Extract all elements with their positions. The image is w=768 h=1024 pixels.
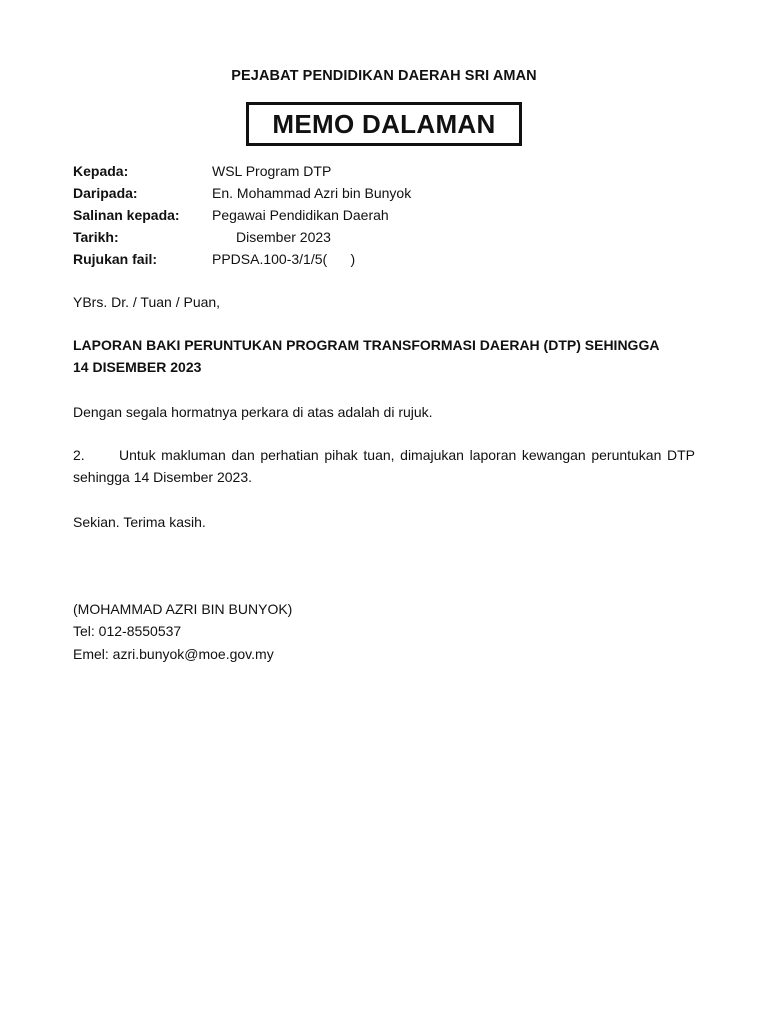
field-value-kepada: WSL Program DTP [212,163,332,179]
paragraph-2 [73,444,695,488]
paragraph-2-text: Untuk makluman dan perhatian pihak tuan, dimajukan laporan kewangan peruntukan DTP sehingga 14 Disember 2023. [73,447,695,485]
office-title: PEJABAT PENDIDIKAN DAERAH SRI AMAN [231,68,537,84]
memo-title-box [246,102,522,146]
field-value-salinan: Pegawai Pendidikan Daerah [212,207,389,223]
signature-name: (MOHAMMAD AZRI BIN BUNYOK) [73,601,293,617]
subject-heading [73,334,703,378]
field-label-kepada: Kepada: [73,163,129,179]
field-label-tarikh: Tarikh: [73,229,119,245]
signature-email: Emel: azri.bunyok@moe.gov.my [73,646,274,662]
memo-title: MEMO DALAMAN [272,108,496,139]
paragraph-1: Dengan segala hormatnya perkara di atas adalah di rujuk. [73,404,433,420]
field-label-salinan: Salinan kepada: [73,207,180,223]
field-value-tarikh: Disember 2023 [236,229,331,245]
field-value-daripada: En. Mohammad Azri bin Bunyok [212,185,412,201]
salutation: YBrs. Dr. / Tuan / Puan, [73,294,221,310]
signature-tel: Tel: 012-8550537 [73,623,182,639]
closing: Sekian. Terima kasih. [73,514,206,530]
field-label-rujukan: Rujukan fail: [73,251,158,267]
paragraph-2-number: 2. [73,447,85,463]
field-label-daripada: Daripada: [73,185,138,201]
subject-line-2: 14 DISEMBER 2023 [73,359,202,375]
subject-line-1: LAPORAN BAKI PERUNTUKAN PROGRAM TRANSFORMASI DAERAH (DTP) SEHINGGA [73,337,660,353]
field-value-rujukan: PPDSA.100-3/1/5( ) [212,251,356,267]
